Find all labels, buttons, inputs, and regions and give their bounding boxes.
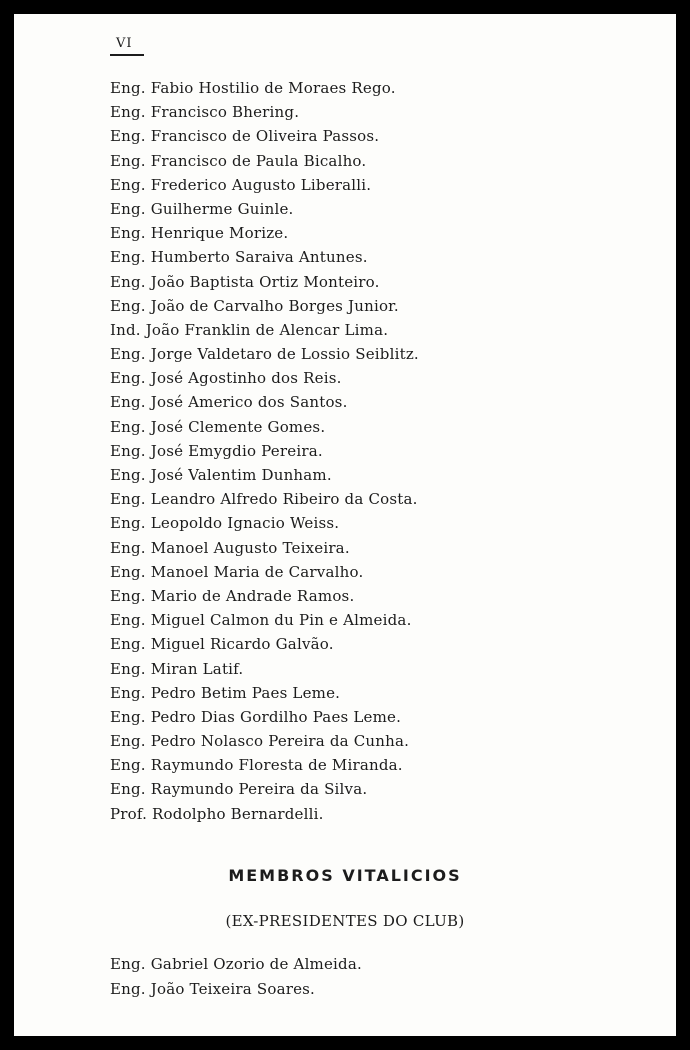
member-entry: Eng. Manoel Maria de Carvalho. [110,562,364,581]
page-number: VI [116,36,133,51]
member-entry: Eng. João de Carvalho Borges Junior. [110,296,399,315]
member-entry: Eng. Leandro Alfredo Ribeiro da Costa. [110,490,418,509]
member-entry: Eng. José Clemente Gomes. [110,417,326,436]
member-entry: Eng. Pedro Betim Paes Leme. [110,683,341,702]
member-entry: Eng. Pedro Dias Gordilho Paes Leme. [110,707,402,726]
member-entry: Eng. João Baptista Ortiz Monteiro. [110,272,380,291]
member-entry: Eng. Francisco de Paula Bicalho. [110,151,367,170]
member-entry: Eng. Henrique Morize. [110,224,289,243]
member-entry: Eng. Miguel Calmon du Pin e Almeida. [110,611,412,630]
member-entry: Eng. Guilherme Guinle. [110,199,294,218]
member-entry: Eng. Pedro Nolasco Pereira da Cunha. [110,732,410,751]
member-entry: Eng. Raymundo Pereira da Silva. [110,780,368,799]
ex-president-list [110,952,362,1001]
member-list [110,76,419,826]
document-page [14,14,676,1036]
member-entry: Eng. José Americo dos Santos. [110,393,348,412]
member-entry: Eng. José Emygdio Pereira. [110,441,323,460]
section-subtitle: (EX-PRESIDENTES DO CLUB) [225,912,465,930]
member-entry: Eng. Francisco de Oliveira Passos. [110,127,380,146]
member-entry: Ind. João Franklin de Alencar Lima. [110,320,389,339]
member-entry: Eng. José Valentim Dunham. [110,466,332,484]
member-entry: Eng. Humberto Saraiva Antunes. [110,248,368,267]
ex-president-entry: Eng. João Teixeira Soares. [110,979,316,998]
member-entry: Eng. Frederico Augusto Liberalli. [110,175,372,194]
section-title: MEMBROS VITALICIOS [228,866,462,885]
ex-president-entry: Eng. Gabriel Ozorio de Almeida. [110,955,362,973]
member-entry: Eng. Leopoldo Ignacio Weiss. [110,514,340,533]
member-entry: Eng. Mario de Andrade Ramos. [110,586,355,605]
member-entry: Eng. Francisco Bhering. [110,103,300,122]
member-entry: Eng. Miran Latif. [110,659,244,678]
member-entry: Eng. José Agostinho dos Reis. [110,369,342,388]
member-entry: Eng. Miguel Ricardo Galvão. [110,635,334,654]
member-entry: Eng. Raymundo Floresta de Miranda. [110,756,403,775]
member-entry: Eng. Jorge Valdetaro de Lossio Seiblitz. [110,345,419,364]
member-entry: Eng. Manoel Augusto Teixeira. [110,538,350,557]
member-entry: Prof. Rodolpho Bernardelli. [110,804,324,823]
page-number-rule [110,54,144,56]
member-entry: Eng. Fabio Hostilio de Moraes Rego. [110,79,396,97]
